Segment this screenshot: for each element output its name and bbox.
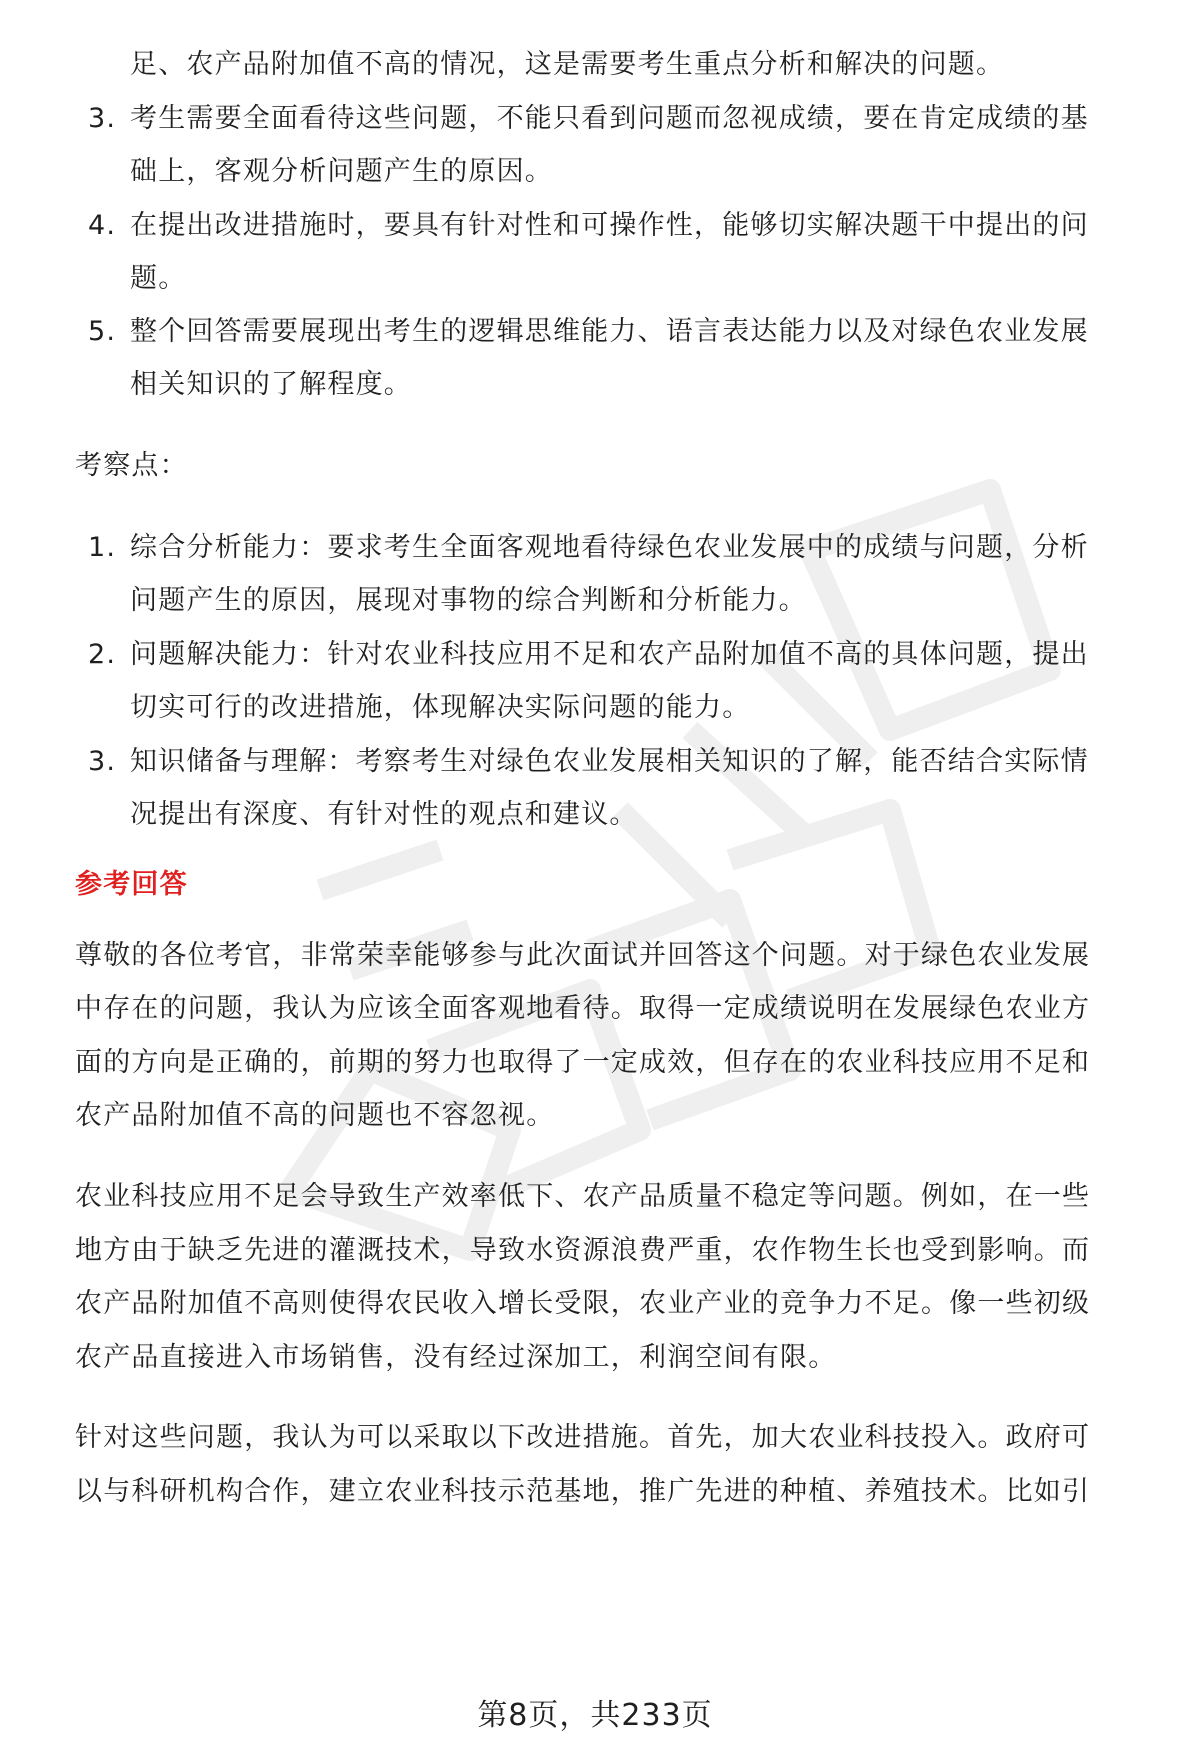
paragraph-text: 针对这些问题，我认为可以采取以下改进措施。首先，加大农业科技投入。政府可 [75, 1422, 1091, 1453]
list-text: 整个回答需要展现出考生的逻辑思维能力、语言表达能力以及对绿色农业发展 [130, 316, 1089, 347]
list-text: 题。 [130, 263, 187, 294]
list-text: 在提出改进措施时，要具有针对性和可操作性，能够切实解决题干中提出的问 [130, 210, 1089, 241]
list-text: 相关知识的了解程度。 [130, 369, 412, 400]
list-number: 4. [88, 210, 117, 241]
list-number: 3. [88, 103, 117, 134]
list-text: 考生需要全面看待这些问题，不能只看到问题而忽视成绩，要在肯定成绩的基 [130, 103, 1089, 134]
exam-points-title: 考察点： [75, 450, 188, 481]
list-number: 5. [88, 316, 117, 347]
intro-tail-text: 足、农产品附加值不高的情况，这是需要考生重点分析和解决的问题。 [130, 49, 1005, 80]
answer-title: 参考回答 [75, 869, 188, 900]
paragraph-text: 面的方向是正确的，前期的努力也取得了一定成效，但存在的农业科技应用不足和 [75, 1047, 1091, 1078]
paragraph-text: 以与科研机构合作，建立农业科技示范基地，推广先进的种植、养殖技术。比如引 [75, 1476, 1091, 1507]
page-number-footer: 第8页，共233页 [477, 1698, 713, 1733]
list-text: 知识储备与理解：考察考生对绿色农业发展相关知识的了解，能否结合实际情 [130, 746, 1089, 777]
list-text: 况提出有深度、有针对性的观点和建议。 [130, 799, 638, 830]
list-text: 问题产生的原因，展现对事物的综合判断和分析能力。 [130, 585, 807, 616]
paragraph-text: 农产品附加值不高则使得农民收入增长受限，农业产业的竞争力不足。像一些初级 [75, 1288, 1091, 1319]
list-text: 综合分析能力：要求考生全面客观地看待绿色农业发展中的成绩与问题，分析 [130, 532, 1089, 563]
paragraph-text: 中存在的问题，我认为应该全面客观地看待。取得一定成绩说明在发展绿色农业方 [75, 993, 1091, 1024]
paragraph-text: 农产品直接进入市场销售，没有经过深加工，利润空间有限。 [75, 1342, 837, 1373]
list-text: 问题解决能力：针对农业科技应用不足和农产品附加值不高的具体问题，提出 [130, 639, 1089, 670]
paragraph-text: 农产品附加值不高的问题也不容忽视。 [75, 1100, 555, 1131]
paragraph-text: 尊敬的各位考官，非常荣幸能够参与此次面试并回答这个问题。对于绿色农业发展 [75, 940, 1091, 971]
list-number: 1. [88, 532, 117, 563]
list-number: 2. [88, 639, 117, 670]
paragraph-text: 地方由于缺乏先进的灌溉技术，导致水资源浪费严重，农作物生长也受到影响。而 [75, 1235, 1091, 1266]
list-text: 础上，客观分析问题产生的原因。 [130, 156, 553, 187]
list-number: 3. [88, 746, 117, 777]
paragraph-text: 农业科技应用不足会导致生产效率低下、农产品质量不稳定等问题。例如，在一些 [75, 1181, 1091, 1212]
list-text: 切实可行的改进措施，体现解决实际问题的能力。 [130, 692, 751, 723]
